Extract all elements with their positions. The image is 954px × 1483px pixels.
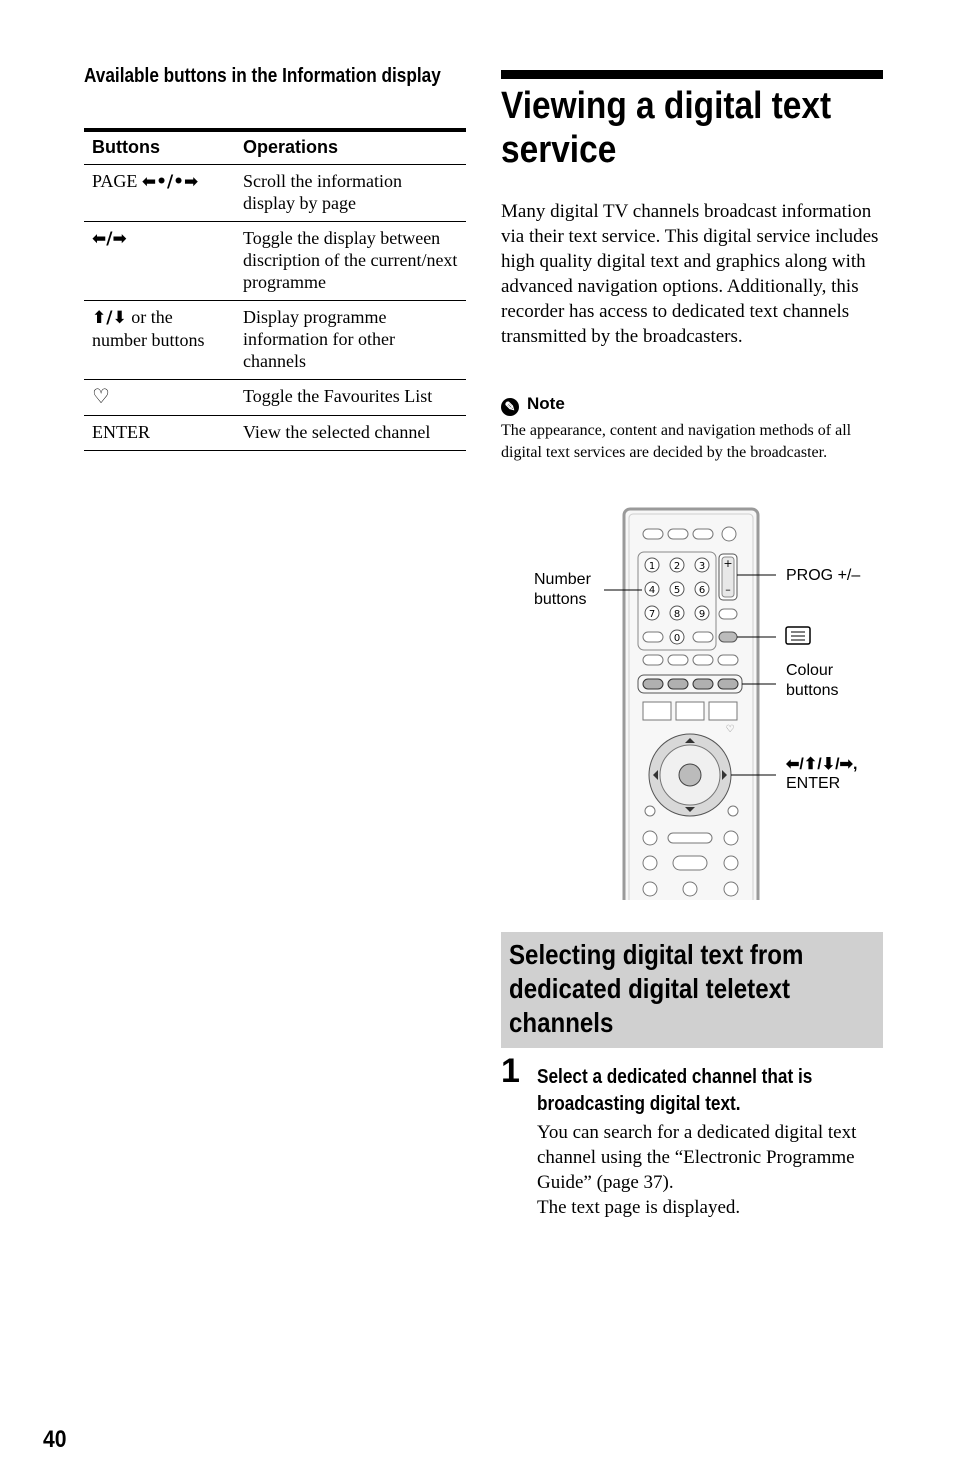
step-result-text: The text page is displayed.	[537, 1197, 741, 1218]
buttons-operations-table	[84, 128, 466, 451]
column-header-buttons: Buttons	[84, 130, 235, 165]
button-text: PAGE	[92, 171, 142, 191]
operation-cell: View the selected channel	[235, 416, 466, 451]
button-cell: ENTER	[84, 416, 235, 451]
button-cell	[84, 165, 235, 222]
operation-cell: Toggle the Favourites List	[235, 380, 466, 416]
step-title: Select a dedicated channel that is broadcasting digital text.	[537, 1066, 813, 1115]
table-row	[84, 301, 466, 380]
operation-cell: Scroll the information display by page	[235, 165, 466, 222]
step-body-text: You can search for a dedicated digital text channel using the “Electronic Programme Guide” (page 37).	[537, 1122, 857, 1193]
table-header-row	[84, 130, 466, 165]
arrow-buttons-label: ⬅/⬆/⬇/➡,	[786, 756, 858, 773]
text-button-icon	[786, 627, 810, 644]
table-row	[84, 416, 466, 451]
button-cell	[84, 380, 235, 416]
svg-text:+: +	[723, 557, 733, 570]
svg-text:2: 2	[673, 561, 681, 572]
step-body	[537, 1120, 887, 1220]
step-number: 1	[501, 1052, 520, 1090]
page-number: 40	[43, 1426, 67, 1453]
up-down-arrows-icon: ⬆/⬇	[92, 308, 127, 328]
heart-icon: ♡	[92, 384, 110, 408]
svg-text:♡: ♡	[725, 724, 735, 735]
page-arrows-icon: ⬅•/•➡	[141, 172, 199, 192]
svg-text:7: 7	[648, 609, 656, 620]
operation-cell: Display programme information for other channels	[235, 301, 466, 380]
table-row	[84, 165, 466, 222]
remote-control-illustration	[530, 505, 890, 900]
button-cell	[84, 222, 235, 301]
colour-buttons-label-2: buttons	[786, 682, 839, 699]
colour-buttons-label: Colour	[786, 662, 834, 679]
svg-text:4: 4	[648, 585, 656, 596]
column-header-operations: Operations	[235, 130, 466, 165]
info-display-buttons-heading: Available buttons in the Information display	[84, 65, 441, 87]
operation-cell: Toggle the display between discription of the current/next programme	[235, 222, 466, 301]
svg-text:6: 6	[698, 585, 706, 596]
table-row	[84, 380, 466, 416]
enter-button	[679, 764, 701, 786]
number-buttons-label: Number	[534, 571, 591, 588]
left-right-arrows-icon: ⬅/➡	[92, 229, 127, 249]
note-text: The appearance, content and navigation methods of all digital text services are decided by the broadcaster.	[501, 422, 852, 461]
intro-paragraph: Many digital TV channels broadcast information via their text service. This digital service includes high quality digital text and graphics along with advanced navigation options. Additionally, this recorder has access to dedicated text channels transmitted by the broadcasters.	[501, 201, 879, 347]
page-title: Viewing a digital text service	[501, 85, 832, 171]
power-icon	[722, 527, 736, 541]
note-icon: ✎	[501, 398, 519, 416]
svg-text:8: 8	[673, 609, 681, 620]
text-button	[719, 632, 737, 642]
svg-text:9: 9	[698, 609, 706, 620]
heading-rule	[501, 70, 883, 79]
number-buttons-label-2: buttons	[534, 591, 587, 608]
button-cell	[84, 301, 235, 380]
svg-text:5: 5	[673, 585, 681, 596]
svg-text:0: 0	[673, 633, 681, 644]
section-heading: Selecting digital text from dedicated digital teletext channels	[509, 939, 804, 1038]
svg-text:3: 3	[698, 561, 706, 572]
enter-label: ENTER	[786, 775, 841, 792]
prog-label: PROG +/–	[786, 567, 861, 584]
table-row	[84, 222, 466, 301]
button-text: or the number buttons	[92, 307, 205, 350]
note-heading	[501, 394, 565, 416]
svg-text:1: 1	[648, 561, 656, 572]
svg-text:–: –	[725, 583, 731, 596]
note-label: Note	[527, 394, 565, 413]
